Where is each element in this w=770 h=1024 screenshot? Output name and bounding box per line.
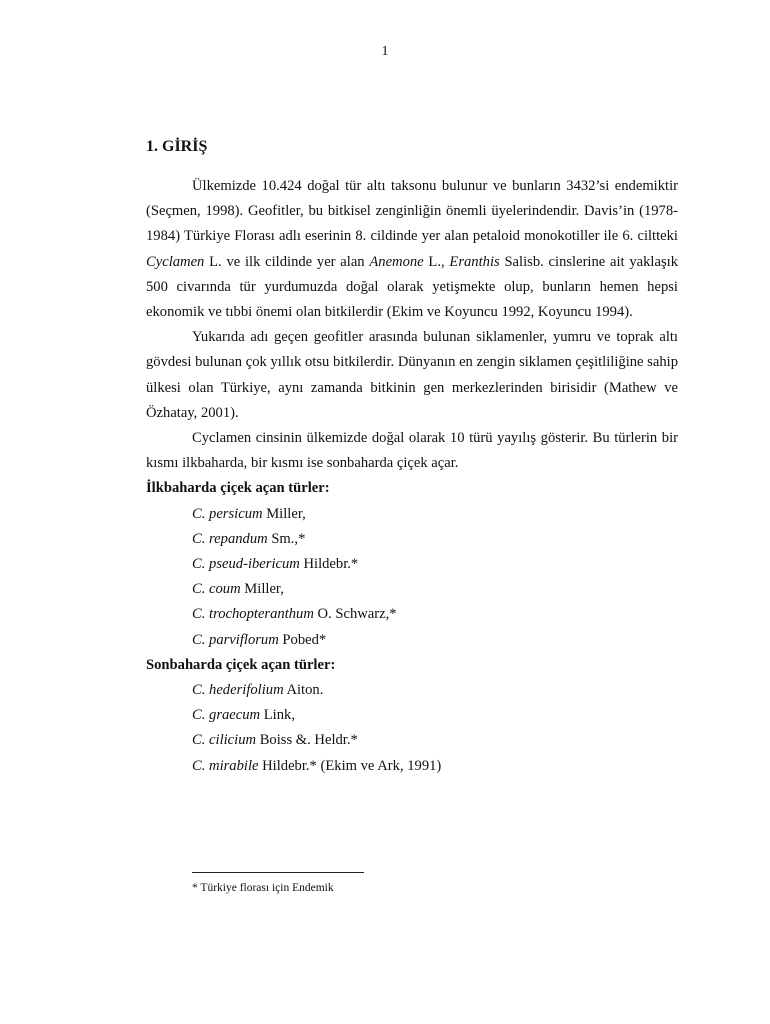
taxon-name: Anemone	[369, 253, 424, 270]
species-name: C. graecum	[192, 707, 261, 724]
species-name: C. persicum	[192, 505, 263, 522]
species-item	[146, 628, 678, 653]
species-name: C. trochopteranthum	[192, 606, 314, 623]
species-item	[146, 602, 678, 627]
species-name: C. hederifolium	[192, 682, 284, 699]
species-name: C. pseud-ibericum	[192, 556, 300, 573]
species-authority: O. Schwarz,*	[313, 606, 397, 623]
text-run: L. ve ilk cildinde yer alan	[204, 253, 370, 270]
species-name: C. coum	[192, 581, 241, 598]
text-run: Yukarıda adı geçen geofitler arasında bulunan siklamenler, yumru ve toprak altı gövdesi bulunan çok yıllık otsu bitkilerdir. Dünyanın en zengin siklamen çeşitliliğine sahip ülkesi olan Türkiye, aynı zamanda bitkinin gen merkezlerinden birisidir (Mathew ve Özhatay, 2001).	[146, 329, 678, 421]
taxon-name: Eranthis	[449, 253, 500, 270]
species-item	[146, 502, 678, 527]
species-name: C. repandum	[192, 530, 268, 547]
paragraph-3	[146, 426, 678, 476]
species-item	[146, 577, 678, 602]
species-name: C. parviflorum	[192, 631, 279, 648]
text-run: L.,	[423, 253, 450, 270]
spring-species-list	[146, 502, 678, 653]
paragraph-2	[146, 325, 678, 426]
species-item	[146, 703, 678, 728]
species-item	[146, 728, 678, 753]
species-authority: Hildebr.* (Ekim ve Ark, 1991)	[258, 757, 442, 774]
species-authority: Hildebr.*	[299, 556, 359, 573]
species-name: C. mirabile	[192, 757, 259, 774]
paragraph-1	[146, 174, 678, 325]
species-authority: Miller,	[262, 505, 306, 522]
text-run: Salisb. cinslerine ait yaklaşık 500 civarında tür yurdumuzda doğal olarak yetişmekte olup, bunların hemen hepsi ekonomik ve tıbbi önemi olan bitkilerdir (Ekim ve Koyuncu 1992, Koyuncu 1994).	[146, 253, 678, 321]
autumn-species-heading: Sonbaharda çiçek açan türler:	[146, 656, 336, 673]
section-heading: 1. GİRİŞ	[146, 138, 208, 155]
species-item	[146, 527, 678, 552]
species-authority: Miller,	[240, 581, 284, 598]
page-number: 1	[381, 44, 389, 59]
footnote-separator	[192, 872, 364, 873]
species-authority: Boiss &. Heldr.*	[256, 732, 358, 749]
body-text	[146, 174, 678, 779]
species-item	[146, 678, 678, 703]
text-run: Cyclamen cinsinin ülkemizde doğal olarak 10 türü yayılış gösterir. Bu türlerin bir kısmı ilkbaharda, bir kısmı ise sonbaharda çiçek açar.	[146, 430, 678, 472]
species-name: C. cilicium	[192, 732, 257, 749]
species-item	[146, 552, 678, 577]
species-authority: Aiton.	[283, 682, 324, 699]
species-item	[146, 754, 678, 779]
autumn-species-list	[146, 678, 678, 779]
footnote: * Türkiye florası için Endemik	[192, 882, 334, 894]
species-authority: Pobed*	[278, 631, 327, 648]
species-authority: Link,	[260, 707, 295, 724]
species-authority: Sm.,*	[267, 530, 306, 547]
text-run: Ülkemizde 10.424 doğal tür altı taksonu bulunur ve bunların 3432’si endemiktir (Seçmen, 1998). Geofitler, bu bitkisel zenginliğin önemli üyelerindendir. Davis’in (1978-1984) Türkiye Florası adlı eserinin 8. cildinde yer alan petaloid monokotiller ile 6. ciltteki	[146, 178, 678, 245]
taxon-name: Cyclamen	[146, 253, 205, 270]
spring-species-heading: İlkbaharda çiçek açan türler:	[146, 480, 330, 497]
